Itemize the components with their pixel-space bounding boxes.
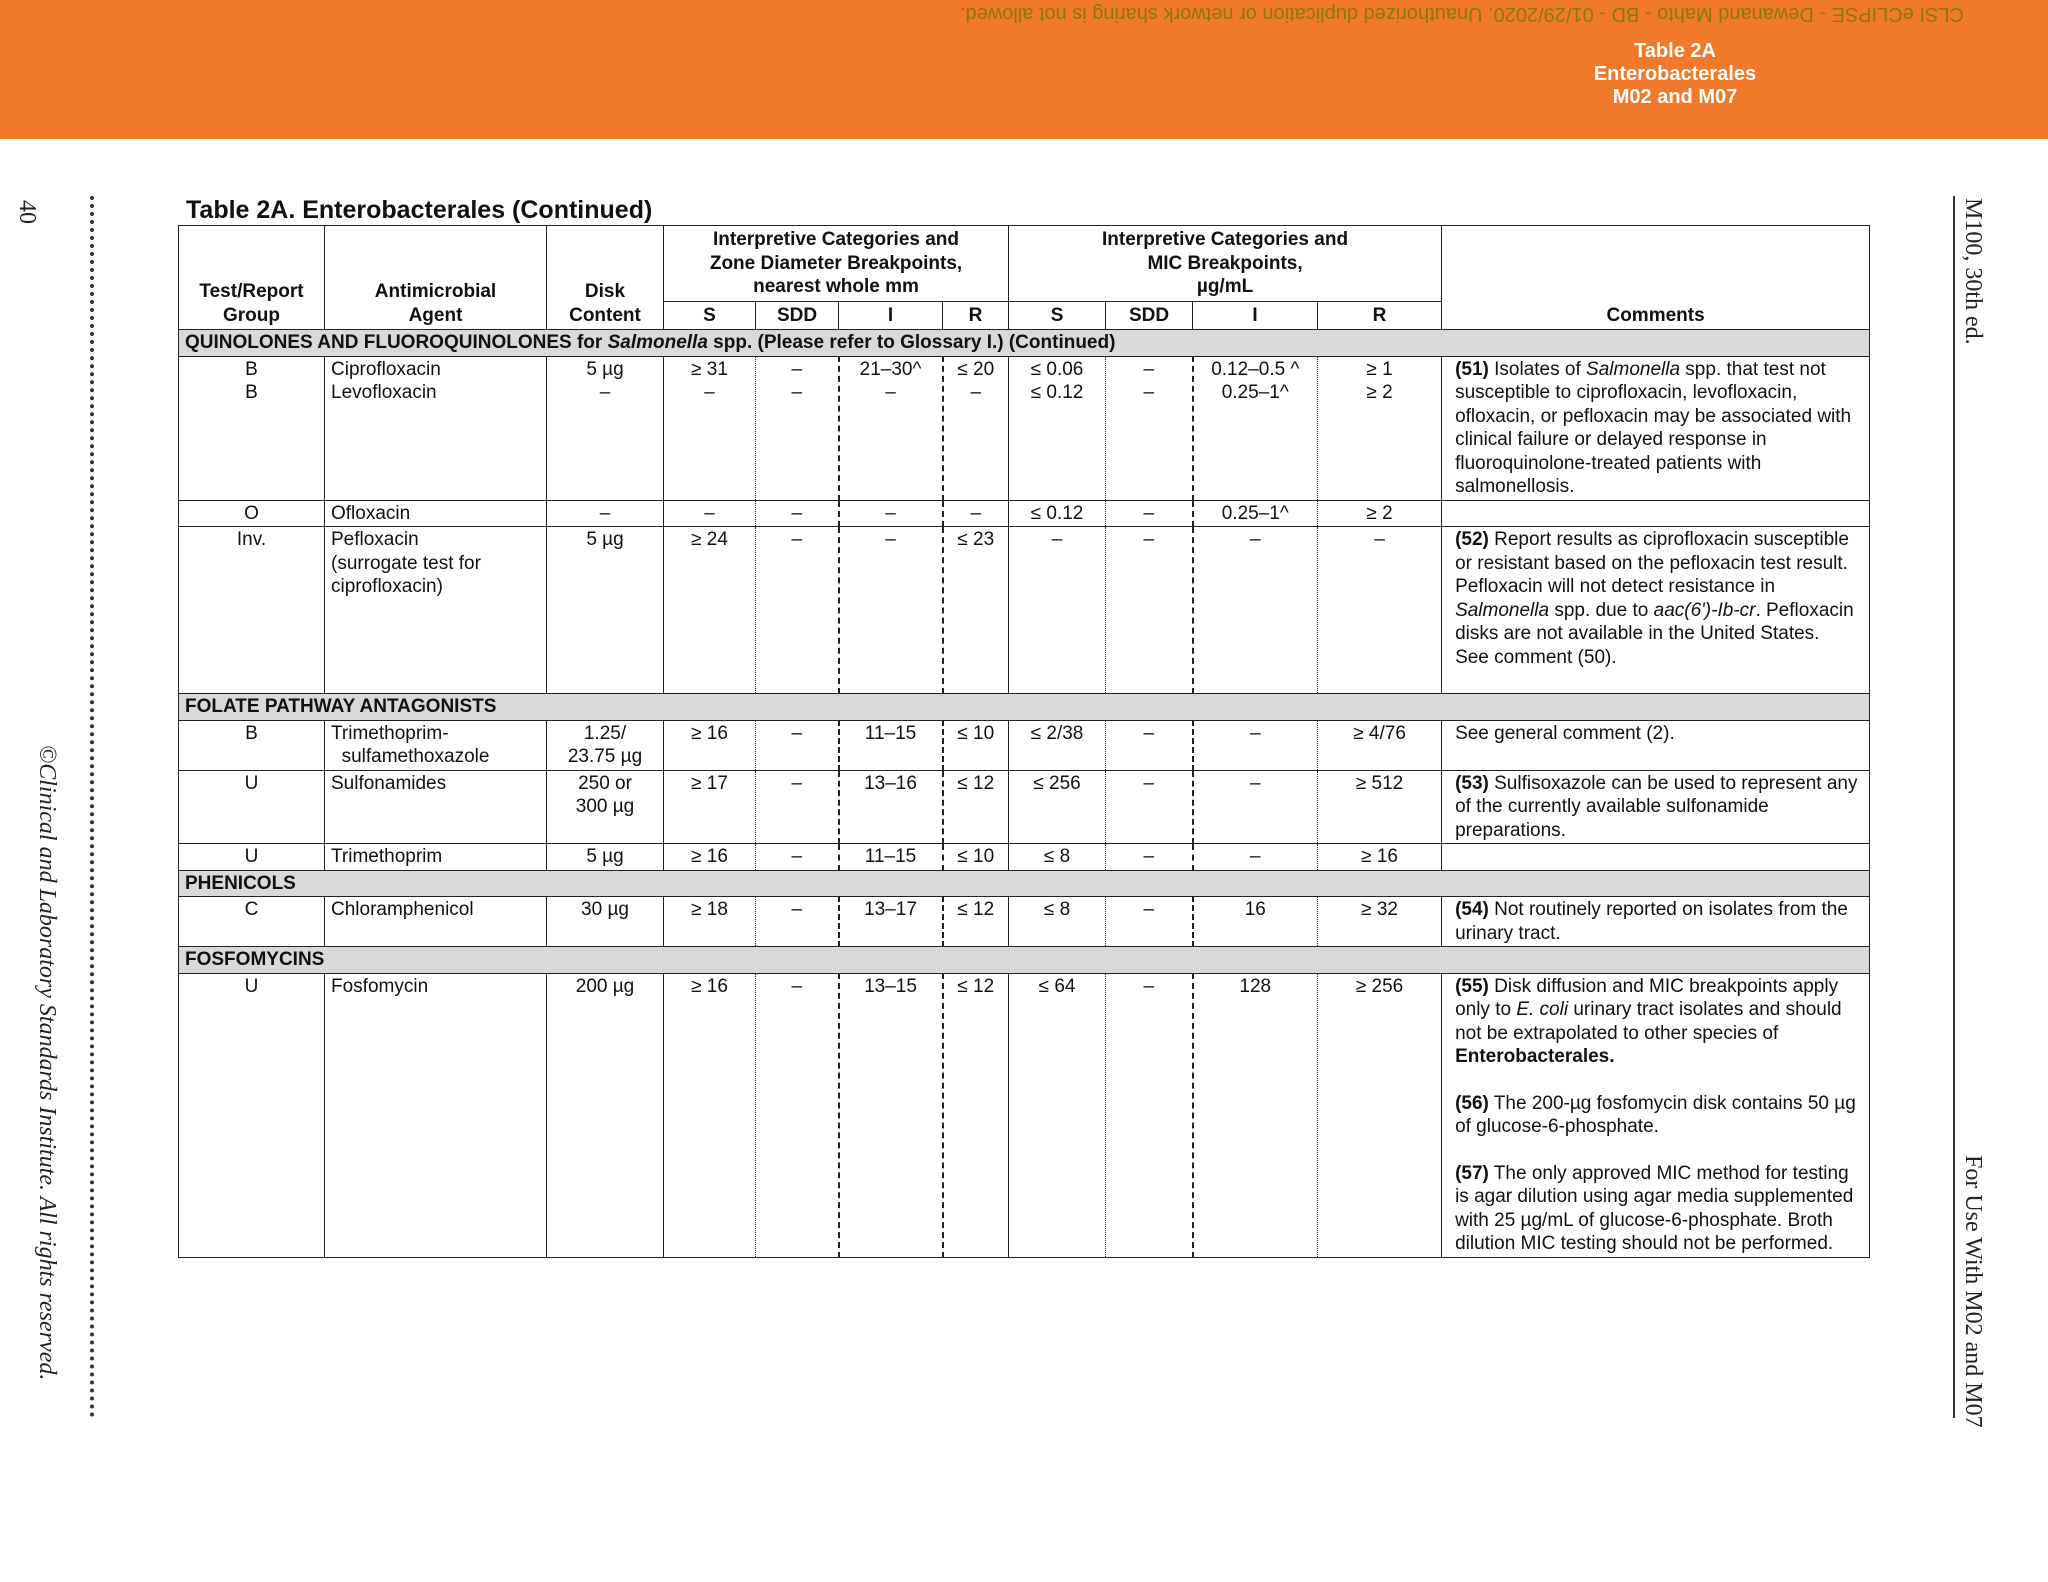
table-row	[179, 527, 1870, 694]
mic-sdd-cell: –	[1106, 844, 1193, 871]
mic-i-cell: –	[1193, 770, 1318, 844]
section-phenicols: PHENICOLS	[179, 870, 1870, 897]
mic-sdd-cell: –	[1106, 720, 1193, 770]
comment-54: (54) Not routinely reported on isolates from the urinary tract.	[1442, 897, 1870, 947]
table-row	[179, 897, 1870, 947]
zone-s-cell: ≥ 16	[664, 844, 756, 871]
dotted-margin-line	[90, 196, 94, 1418]
agent-cell: Ciprofloxacin Levofloxacin	[325, 356, 547, 500]
banner-line-organism: Enterobacterales	[1593, 63, 1757, 85]
mic-r-cell: ≥ 512	[1318, 770, 1442, 844]
mic-i-cell: 0.12–0.5 ^ 0.25–1^	[1193, 356, 1318, 500]
zone-s-cell: ≥ 16	[664, 973, 756, 1257]
mic-r-cell: ≥ 16	[1318, 844, 1442, 871]
group-cell: B B	[179, 356, 325, 500]
agent-cell: Sulfonamides	[325, 770, 547, 844]
group-cell: U	[179, 973, 325, 1257]
mic-s-cell: ≤ 64	[1009, 973, 1106, 1257]
mic-sdd-cell: –	[1106, 527, 1193, 694]
zone-sdd-cell: –	[756, 973, 839, 1257]
use-with-label: For Use With M02 and M07	[1960, 1155, 1986, 1428]
group-cell: O	[179, 500, 325, 527]
mic-sdd-cell: –	[1106, 973, 1193, 1257]
zone-i-cell: 13–15	[839, 973, 943, 1257]
zone-i-cell: –	[839, 527, 943, 694]
header-mic-sdd: SDD	[1106, 301, 1193, 330]
zone-i-cell: 11–15	[839, 720, 943, 770]
comment-53: (53) Sulfisoxazole can be used to represent any of the currently available sulfonamide preparations.	[1442, 770, 1870, 844]
group-cell: U	[179, 844, 325, 871]
header-banner	[0, 0, 2048, 139]
agent-cell: Ofloxacin	[325, 500, 547, 527]
header-mic-i: I	[1193, 301, 1318, 330]
zone-r-cell: ≤ 12	[943, 897, 1009, 947]
zone-r-cell: ≤ 12	[943, 770, 1009, 844]
mic-r-cell: ≥ 1 ≥ 2	[1318, 356, 1442, 500]
zone-sdd-cell: –	[756, 500, 839, 527]
group-cell: Inv.	[179, 527, 325, 694]
zone-s-cell: ≥ 31 –	[664, 356, 756, 500]
header-zone-r: R	[943, 301, 1009, 330]
mic-s-cell: –	[1009, 527, 1106, 694]
breakpoint-table	[178, 225, 1870, 1258]
copyright-notice: ©Clinical and Laboratory Standards Institute. All rights reserved.	[34, 745, 60, 1381]
comment-51: (51) Isolates of Salmonella spp. that test not susceptible to ciprofloxacin, levofloxacin, ofloxacin, or pefloxacin may be associated with clinical failure or delayed response in fluoroquinolone-treated patients with salmonellosis.	[1442, 356, 1870, 500]
zone-sdd-cell: – –	[756, 356, 839, 500]
zone-s-cell: ≥ 16	[664, 720, 756, 770]
zone-s-cell: ≥ 18	[664, 897, 756, 947]
agent-cell: Trimethoprim	[325, 844, 547, 871]
watermark-text: CLSI eCLIPSE - Dewanand Mahto - BD - 01/29/2020. Unauthorized duplication or network sharing is not allowed.	[960, 3, 1964, 25]
mic-r-cell: ≥ 256	[1318, 973, 1442, 1257]
table-title: Table 2A. Enterobacterales (Continued)	[186, 196, 653, 224]
header-row-top	[179, 226, 1870, 302]
zone-s-cell: ≥ 24	[664, 527, 756, 694]
zone-s-cell: –	[664, 500, 756, 527]
mic-s-cell: ≤ 0.06 ≤ 0.12	[1009, 356, 1106, 500]
group-cell: U	[179, 770, 325, 844]
mic-s-cell: ≤ 8	[1009, 844, 1106, 871]
zone-i-cell: –	[839, 500, 943, 527]
zone-sdd-cell: –	[756, 897, 839, 947]
mic-i-cell: 0.25–1^	[1193, 500, 1318, 527]
zone-r-cell: ≤ 12	[943, 973, 1009, 1257]
header-agent: Antimicrobial Agent	[325, 226, 547, 330]
mic-i-cell: –	[1193, 720, 1318, 770]
header-comments: Comments	[1442, 226, 1870, 330]
mic-r-cell: ≥ 32	[1318, 897, 1442, 947]
mic-i-cell: 128	[1193, 973, 1318, 1257]
zone-sdd-cell: –	[756, 844, 839, 871]
banner-line-methods: M02 and M07	[1612, 86, 1738, 108]
mic-r-cell: ≥ 2	[1318, 500, 1442, 527]
header-zone-sdd: SDD	[756, 301, 839, 330]
mic-s-cell: ≤ 2/38	[1009, 720, 1106, 770]
zone-r-cell: ≤ 10	[943, 720, 1009, 770]
zone-i-cell: 13–16	[839, 770, 943, 844]
disk-cell: 5 µg	[547, 844, 664, 871]
header-zone-s: S	[664, 301, 756, 330]
agent-cell: Chloramphenicol	[325, 897, 547, 947]
mic-r-cell: ≥ 4/76	[1318, 720, 1442, 770]
edition-label: M100, 30th ed.	[1960, 198, 1986, 345]
mic-sdd-cell: –	[1106, 770, 1193, 844]
mic-i-cell: –	[1193, 844, 1318, 871]
disk-cell: 200 µg	[547, 973, 664, 1257]
comment-55-57	[1442, 973, 1870, 1257]
zone-r-cell: ≤ 20 –	[943, 356, 1009, 500]
header-mic-r: R	[1318, 301, 1442, 330]
disk-cell: 1.25/ 23.75 µg	[547, 720, 664, 770]
table-row	[179, 973, 1870, 1257]
table-row	[179, 770, 1870, 844]
zone-s-cell: ≥ 17	[664, 770, 756, 844]
section-folate: FOLATE PATHWAY ANTAGONISTS	[179, 694, 1870, 721]
zone-sdd-cell: –	[756, 527, 839, 694]
header-zone: Interpretive Categories and Zone Diameter Breakpoints, nearest whole mm	[664, 226, 1009, 302]
header-mic-s: S	[1009, 301, 1106, 330]
zone-i-cell: 13–17	[839, 897, 943, 947]
section-quinolones: QUINOLONES AND FLUOROQUINOLONES for Salmonella spp. (Please refer to Glossary I.) (Continued)	[179, 330, 1870, 357]
mic-sdd-cell: – –	[1106, 356, 1193, 500]
mic-r-cell: –	[1318, 527, 1442, 694]
agent-cell: Fosfomycin	[325, 973, 547, 1257]
header-group: Test/Report Group	[179, 226, 325, 330]
zone-r-cell: ≤ 10	[943, 844, 1009, 871]
zone-i-cell: 11–15	[839, 844, 943, 871]
mic-s-cell: ≤ 0.12	[1009, 500, 1106, 527]
comment-empty	[1442, 500, 1870, 527]
mic-s-cell: ≤ 8	[1009, 897, 1106, 947]
header-disk: Disk Content	[547, 226, 664, 330]
banner-line-table: Table 2A	[1634, 40, 1716, 62]
right-margin-rule	[1953, 196, 1955, 1418]
disk-cell: 250 or 300 µg	[547, 770, 664, 844]
disk-cell: 5 µg –	[547, 356, 664, 500]
section-fosfomycins: FOSFOMYCINS	[179, 947, 1870, 974]
comment-empty	[1442, 844, 1870, 871]
mic-s-cell: ≤ 256	[1009, 770, 1106, 844]
zone-r-cell: –	[943, 500, 1009, 527]
zone-sdd-cell: –	[756, 720, 839, 770]
table-row	[179, 356, 1870, 500]
agent-cell: Pefloxacin (surrogate test for ciprofloxacin)	[325, 527, 547, 694]
group-cell: B	[179, 720, 325, 770]
disk-cell: –	[547, 500, 664, 527]
mic-i-cell: 16	[1193, 897, 1318, 947]
disk-cell: 30 µg	[547, 897, 664, 947]
group-cell: C	[179, 897, 325, 947]
zone-sdd-cell: –	[756, 770, 839, 844]
comment-55: (55) Disk diffusion and MIC breakpoints apply only to E. coli urinary tract isolates and should not be extrapolated to other species of Enterobacterales.	[1455, 975, 1842, 1067]
zone-i-cell: 21–30^ –	[839, 356, 943, 500]
comment-general-2: See general comment (2).	[1442, 720, 1870, 770]
mic-sdd-cell: –	[1106, 500, 1193, 527]
header-zone-i: I	[839, 301, 943, 330]
comment-52: (52) Report results as ciprofloxacin susceptible or resistant based on the pefloxacin test result. Pefloxacin will not detect resistance in Salmonella spp. due to aac(6')-Ib-cr. Pefloxacin disks are not available in the United States. See comment (50).	[1442, 527, 1870, 694]
zone-r-cell: ≤ 23	[943, 527, 1009, 694]
table-row	[179, 720, 1870, 770]
banner-titles	[1560, 40, 1790, 109]
table-row	[179, 844, 1870, 871]
comment-56: (56) The 200-µg fosfomycin disk contains 50 µg of glucose-6-phosphate.	[1455, 1092, 1856, 1137]
comment-57: (57) The only approved MIC method for testing is agar dilution using agar media supplemented with 25 µg/mL of glucose-6-phosphate. Broth dilution MIC testing should not be performed.	[1455, 1162, 1854, 1254]
page-number: 40	[14, 200, 40, 224]
mic-sdd-cell: –	[1106, 897, 1193, 947]
mic-i-cell: –	[1193, 527, 1318, 694]
disk-cell: 5 µg	[547, 527, 664, 694]
table-row	[179, 500, 1870, 527]
header-mic: Interpretive Categories and MIC Breakpoints, µg/mL	[1009, 226, 1442, 302]
agent-cell: Trimethoprim- sulfamethoxazole	[325, 720, 547, 770]
